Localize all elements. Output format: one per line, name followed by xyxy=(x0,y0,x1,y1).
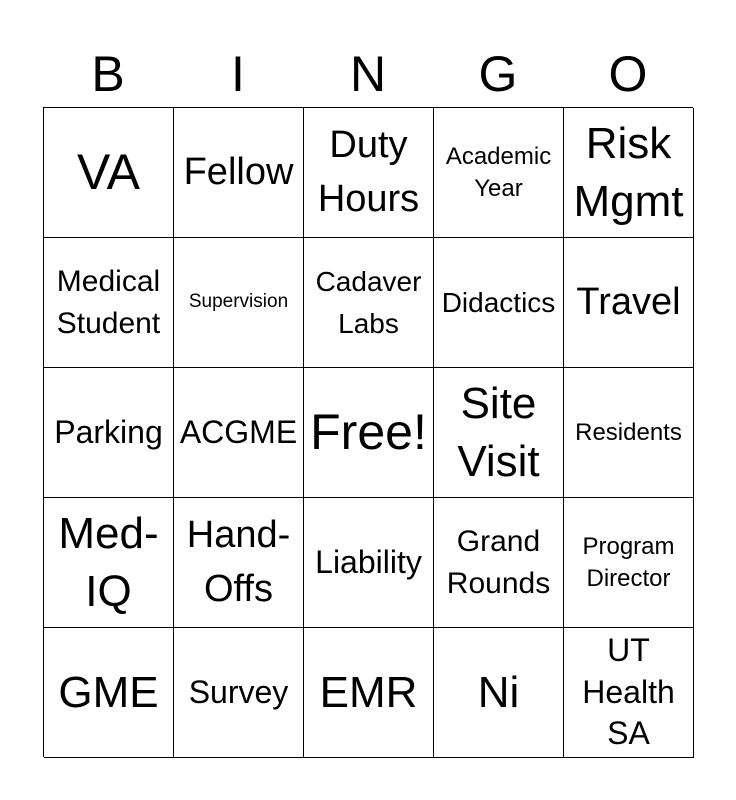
cell-label: Cadaver Labs xyxy=(315,265,422,339)
cell-label: Hand- Offs xyxy=(186,514,291,610)
bingo-cell[interactable] xyxy=(564,108,694,238)
cell-label: Risk Mgmt xyxy=(573,119,684,226)
cell-label: Program Director xyxy=(582,533,675,592)
cell-label: EMR xyxy=(319,667,418,717)
cell-label: Medical Student xyxy=(56,264,161,340)
cell-label: Residents xyxy=(575,418,682,446)
bingo-cell[interactable] xyxy=(304,368,434,498)
cell-label: Academic Year xyxy=(445,143,552,202)
cell-label: Free! xyxy=(310,404,427,461)
bingo-cell[interactable] xyxy=(304,498,434,628)
bingo-cell[interactable] xyxy=(174,108,304,238)
bingo-cell[interactable] xyxy=(434,498,564,628)
header-letter-n: N xyxy=(349,46,387,102)
bingo-cell[interactable] xyxy=(44,628,174,758)
bingo-cell[interactable] xyxy=(434,108,564,238)
header-letter-g: G xyxy=(478,46,518,102)
cell-label: Med- IQ xyxy=(58,509,159,616)
bingo-cell[interactable] xyxy=(564,628,694,758)
bingo-cell[interactable] xyxy=(564,498,694,628)
bingo-cell[interactable] xyxy=(434,628,564,758)
cell-label: Supervision xyxy=(188,291,289,313)
bingo-cell[interactable] xyxy=(174,238,304,368)
cell-label: UT Health SA xyxy=(582,632,675,752)
bingo-cell[interactable] xyxy=(44,368,174,498)
bingo-cell[interactable] xyxy=(304,238,434,368)
cell-label: Fellow xyxy=(183,150,294,193)
bingo-cell[interactable] xyxy=(304,108,434,238)
bingo-board xyxy=(43,107,693,757)
cell-label: Grand Rounds xyxy=(446,524,551,600)
bingo-cell[interactable] xyxy=(174,368,304,498)
bingo-cell[interactable] xyxy=(44,498,174,628)
bingo-cell[interactable] xyxy=(174,628,304,758)
cell-label: Survey xyxy=(188,673,289,710)
header-letter-i: I xyxy=(231,46,245,102)
cell-label: Site Visit xyxy=(457,379,540,486)
cell-label: ACGME xyxy=(179,413,298,450)
cell-label: Parking xyxy=(54,413,163,450)
bingo-cell[interactable] xyxy=(564,238,694,368)
bingo-header xyxy=(43,40,693,108)
cell-label: Didactics xyxy=(441,286,556,318)
cell-label: Ni xyxy=(477,667,520,717)
bingo-cell[interactable] xyxy=(44,108,174,238)
cell-label: GME xyxy=(58,667,159,717)
cell-label: Travel xyxy=(576,280,681,323)
bingo-cell[interactable] xyxy=(174,498,304,628)
cell-label: Liability xyxy=(315,543,422,580)
header-letter-b: B xyxy=(91,46,125,102)
bingo-cell[interactable] xyxy=(564,368,694,498)
cell-label: VA xyxy=(77,144,140,201)
cell-label: Duty Hours xyxy=(317,124,420,220)
bingo-cell[interactable] xyxy=(304,628,434,758)
header-letter-o: O xyxy=(608,46,648,102)
bingo-cell[interactable] xyxy=(434,368,564,498)
bingo-cell[interactable] xyxy=(44,238,174,368)
bingo-cell[interactable] xyxy=(434,238,564,368)
